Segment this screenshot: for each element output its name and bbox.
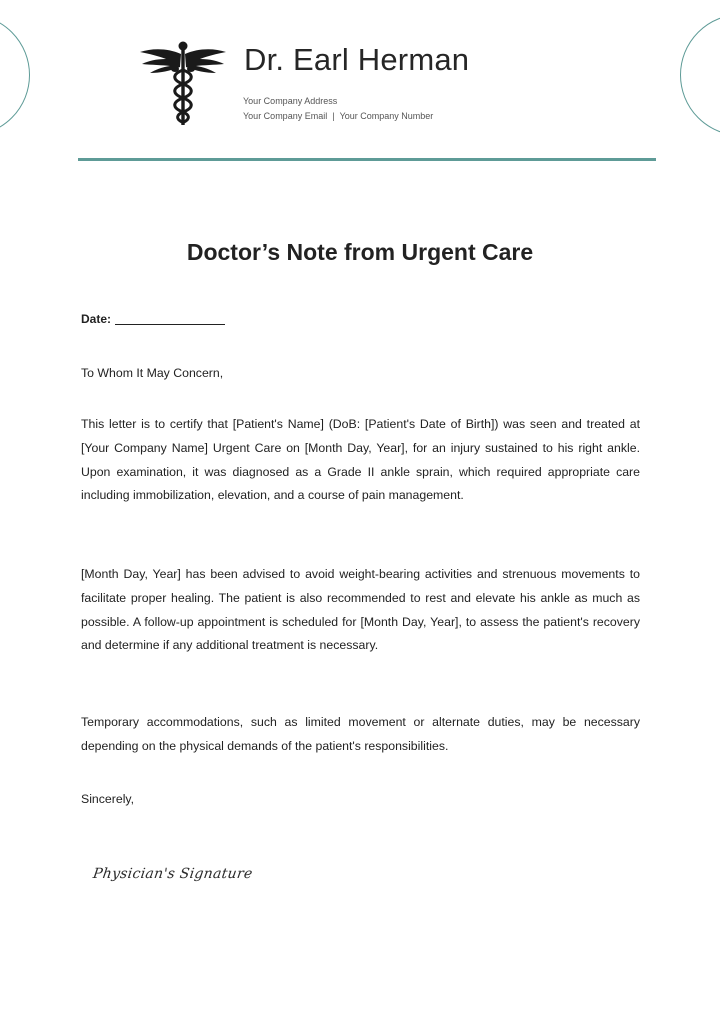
- date-row: [81, 312, 225, 326]
- date-blank-line: [115, 324, 225, 325]
- document-title: Doctor’s Note from Urgent Care: [186, 239, 534, 265]
- date-label: Date:: [81, 312, 112, 326]
- body-paragraph: [Month Day, Year] has been advised to avoid weight-bearing activities and strenuous movements to facilitate proper healing. The patient is also recommended to rest and elevate his ankle as much as possible. A follow-up appointment is scheduled for [Month Day, Year], to assess the patient's recovery and determine if any additional treatment is necessary.: [81, 567, 640, 653]
- contact-separator: |: [332, 111, 335, 121]
- physician-signature: Physician's Signature: [91, 866, 254, 882]
- decorative-circle-right: [680, 14, 720, 136]
- body-paragraph: This letter is to certify that [Patient's Name] (DoB: [Patient's Date of Birth]) was seen and treated at [Your Company Name] Urgent Care on [Month Day, Year], for an injury sustained to his right ankle. Upon examination, it was diagnosed as a Grade II ankle sprain, which required appropriate care including immobilization, elevation, and a course of pain management.: [81, 417, 640, 503]
- decorative-circle-left: [0, 14, 30, 136]
- company-contact-line: [243, 111, 433, 121]
- closing: Sincerely,: [81, 792, 135, 806]
- header-divider: [78, 158, 656, 161]
- company-number: Your Company Number: [339, 111, 434, 121]
- company-email: Your Company Email: [243, 111, 328, 121]
- salutation: To Whom It May Concern,: [81, 366, 224, 380]
- company-address: Your Company Address: [243, 96, 338, 106]
- caduceus-icon: [138, 40, 228, 126]
- body-paragraph: Temporary accommodations, such as limited movement or alternate duties, may be necessary depending on the physical demands of the patient's responsibilities.: [81, 715, 640, 753]
- doctor-name: Dr. Earl Herman: [244, 42, 470, 77]
